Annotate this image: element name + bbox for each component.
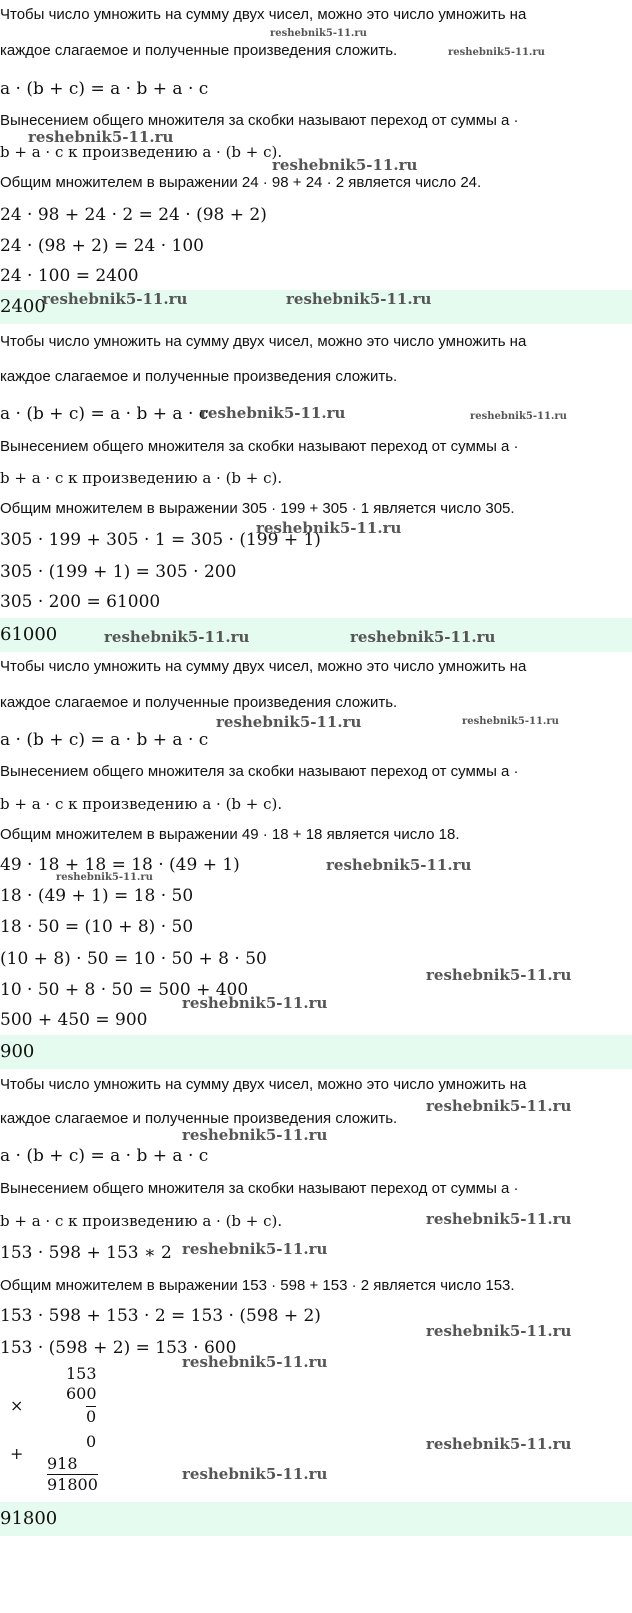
distributive-formula: a · (b + c) = a · b + a · c [0, 79, 209, 99]
common-factor-text: Общим множителем в выражении 153 · 598 + 153 · 2 является число 153. [0, 1277, 515, 1294]
mult-operand-b: 600 [66, 1384, 97, 1403]
watermark: reshebnik5-11.ru [56, 872, 153, 883]
solution-step: (10 + 8) · 50 = 10 · 50 + 8 · 50 [0, 949, 267, 969]
definition-line1: Вынесением общего множителя за скобки называют переход от суммы a · [0, 112, 519, 129]
definition-line1: Вынесением общего множителя за скобки называют переход от суммы a · [0, 763, 519, 780]
watermark: reshebnik5-11.ru [426, 1210, 572, 1228]
solution-step: 18 · 50 = (10 + 8) · 50 [0, 917, 194, 937]
task-expression: 153 · 598 + 153 ∗ 2 [0, 1243, 172, 1263]
mult-partial-3: 918 [47, 1454, 78, 1473]
common-factor-text: Общим множителем в выражении 49 · 18 + 18 является число 18. [0, 826, 460, 843]
distributive-formula: a · (b + c) = a · b + a · c [0, 404, 209, 424]
watermark: reshebnik5-11.ru [256, 519, 402, 537]
watermark: reshebnik5-11.ru [426, 966, 572, 984]
answer-value: 91800 [0, 1508, 58, 1529]
definition-line2: b + a · c к произведению a · (b + c). [0, 469, 283, 487]
definition-line1: Вынесением общего множителя за скобки называют переход от суммы a · [0, 438, 519, 455]
rule-text-line1: Чтобы число умножить на сумму двух чисел, можно это число умножить на [0, 6, 527, 23]
definition-line2: b + a · c к произведению a · (b + c). [0, 1212, 283, 1230]
definition-line2: b + a · c к произведению a · (b + c). [0, 143, 283, 161]
rule-text-line2: каждое слагаемое и полученные произведения сложить. [0, 694, 398, 711]
answer-box [0, 618, 632, 652]
solution-step: 18 · (49 + 1) = 18 · 50 [0, 886, 194, 906]
mult-operand-a: 153 [66, 1364, 97, 1383]
watermark: reshebnik5-11.ru [200, 404, 346, 422]
watermark: reshebnik5-11.ru [182, 1240, 328, 1258]
common-factor-text: Общим множителем в выражении 305 · 199 + 305 · 1 является число 305. [0, 500, 515, 517]
rule-text-line2: каждое слагаемое и полученные произведения сложить. [0, 368, 398, 385]
watermark: reshebnik5-11.ru [426, 1435, 572, 1453]
rule-text-line1: Чтобы число умножить на сумму двух чисел, можно это число умножить на [0, 333, 527, 350]
solution-step: 153 · 598 + 153 · 2 = 153 · (598 + 2) [0, 1306, 321, 1326]
solution-step: 305 · 200 = 61000 [0, 592, 161, 612]
rule-text-line1: Чтобы число умножить на сумму двух чисел, можно это число умножить на [0, 1076, 527, 1093]
watermark: reshebnik5-11.ru [28, 128, 174, 146]
watermark: reshebnik5-11.ru [286, 290, 432, 308]
watermark: reshebnik5-11.ru [462, 716, 559, 727]
rule-text-line2: каждое слагаемое и полученные произведения сложить. [0, 1110, 398, 1127]
distributive-formula: a · (b + c) = a · b + a · c [0, 730, 209, 750]
watermark: reshebnik5-11.ru [470, 411, 567, 422]
solution-step: 153 · (598 + 2) = 153 · 600 [0, 1338, 237, 1358]
watermark: reshebnik5-11.ru [350, 628, 496, 646]
watermark: reshebnik5-11.ru [182, 1126, 328, 1144]
solution-step: 305 · (199 + 1) = 305 · 200 [0, 562, 237, 582]
answer-box [0, 1035, 632, 1069]
common-factor-text: Общим множителем в выражении 24 · 98 + 24 · 2 является число 24. [0, 174, 482, 191]
times-sign: × [10, 1396, 24, 1415]
watermark: reshebnik5-11.ru [426, 1097, 572, 1115]
solution-step: 24 · 100 = 2400 [0, 266, 139, 286]
solution-step: 24 · 98 + 24 · 2 = 24 · (98 + 2) [0, 205, 267, 225]
definition-line2: b + a · c к произведению a · (b + c). [0, 795, 283, 813]
distributive-formula: a · (b + c) = a · b + a · c [0, 1146, 209, 1166]
rule-text-line2: каждое слагаемое и полученные произведения сложить. [0, 42, 398, 59]
watermark: reshebnik5-11.ru [448, 47, 545, 58]
answer-value: 900 [0, 1041, 35, 1062]
watermark: reshebnik5-11.ru [326, 856, 472, 874]
watermark: reshebnik5-11.ru [182, 1465, 328, 1483]
watermark: reshebnik5-11.ru [182, 1353, 328, 1371]
watermark: reshebnik5-11.ru [270, 28, 367, 39]
watermark: reshebnik5-11.ru [104, 628, 250, 646]
watermark: reshebnik5-11.ru [216, 713, 362, 731]
mult-result: 91800 [47, 1475, 98, 1494]
mult-partial-1: 0 [86, 1407, 97, 1426]
definition-line1: Вынесением общего множителя за скобки называют переход от суммы a · [0, 1180, 519, 1197]
solution-step: 10 · 50 + 8 · 50 = 500 + 400 [0, 980, 249, 1000]
solution-step: 24 · (98 + 2) = 24 · 100 [0, 236, 204, 256]
watermark: reshebnik5-11.ru [426, 1322, 572, 1340]
answer-value: 61000 [0, 624, 58, 645]
mult-partial-2: 0 [86, 1432, 97, 1451]
rule-text-line1: Чтобы число умножить на сумму двух чисел, можно это число умножить на [0, 658, 527, 675]
watermark: reshebnik5-11.ru [42, 290, 188, 308]
answer-box [0, 1502, 632, 1536]
solution-step: 49 · 18 + 18 = 18 · (49 + 1) [0, 855, 240, 875]
watermark: reshebnik5-11.ru [272, 156, 418, 174]
watermark: reshebnik5-11.ru [182, 994, 328, 1012]
answer-value: 2400 [0, 296, 46, 317]
plus-sign: + [10, 1444, 24, 1463]
solution-step: 500 + 450 = 900 [0, 1010, 148, 1030]
solution-step: 305 · 199 + 305 · 1 = 305 · (199 + 1) [0, 530, 321, 550]
